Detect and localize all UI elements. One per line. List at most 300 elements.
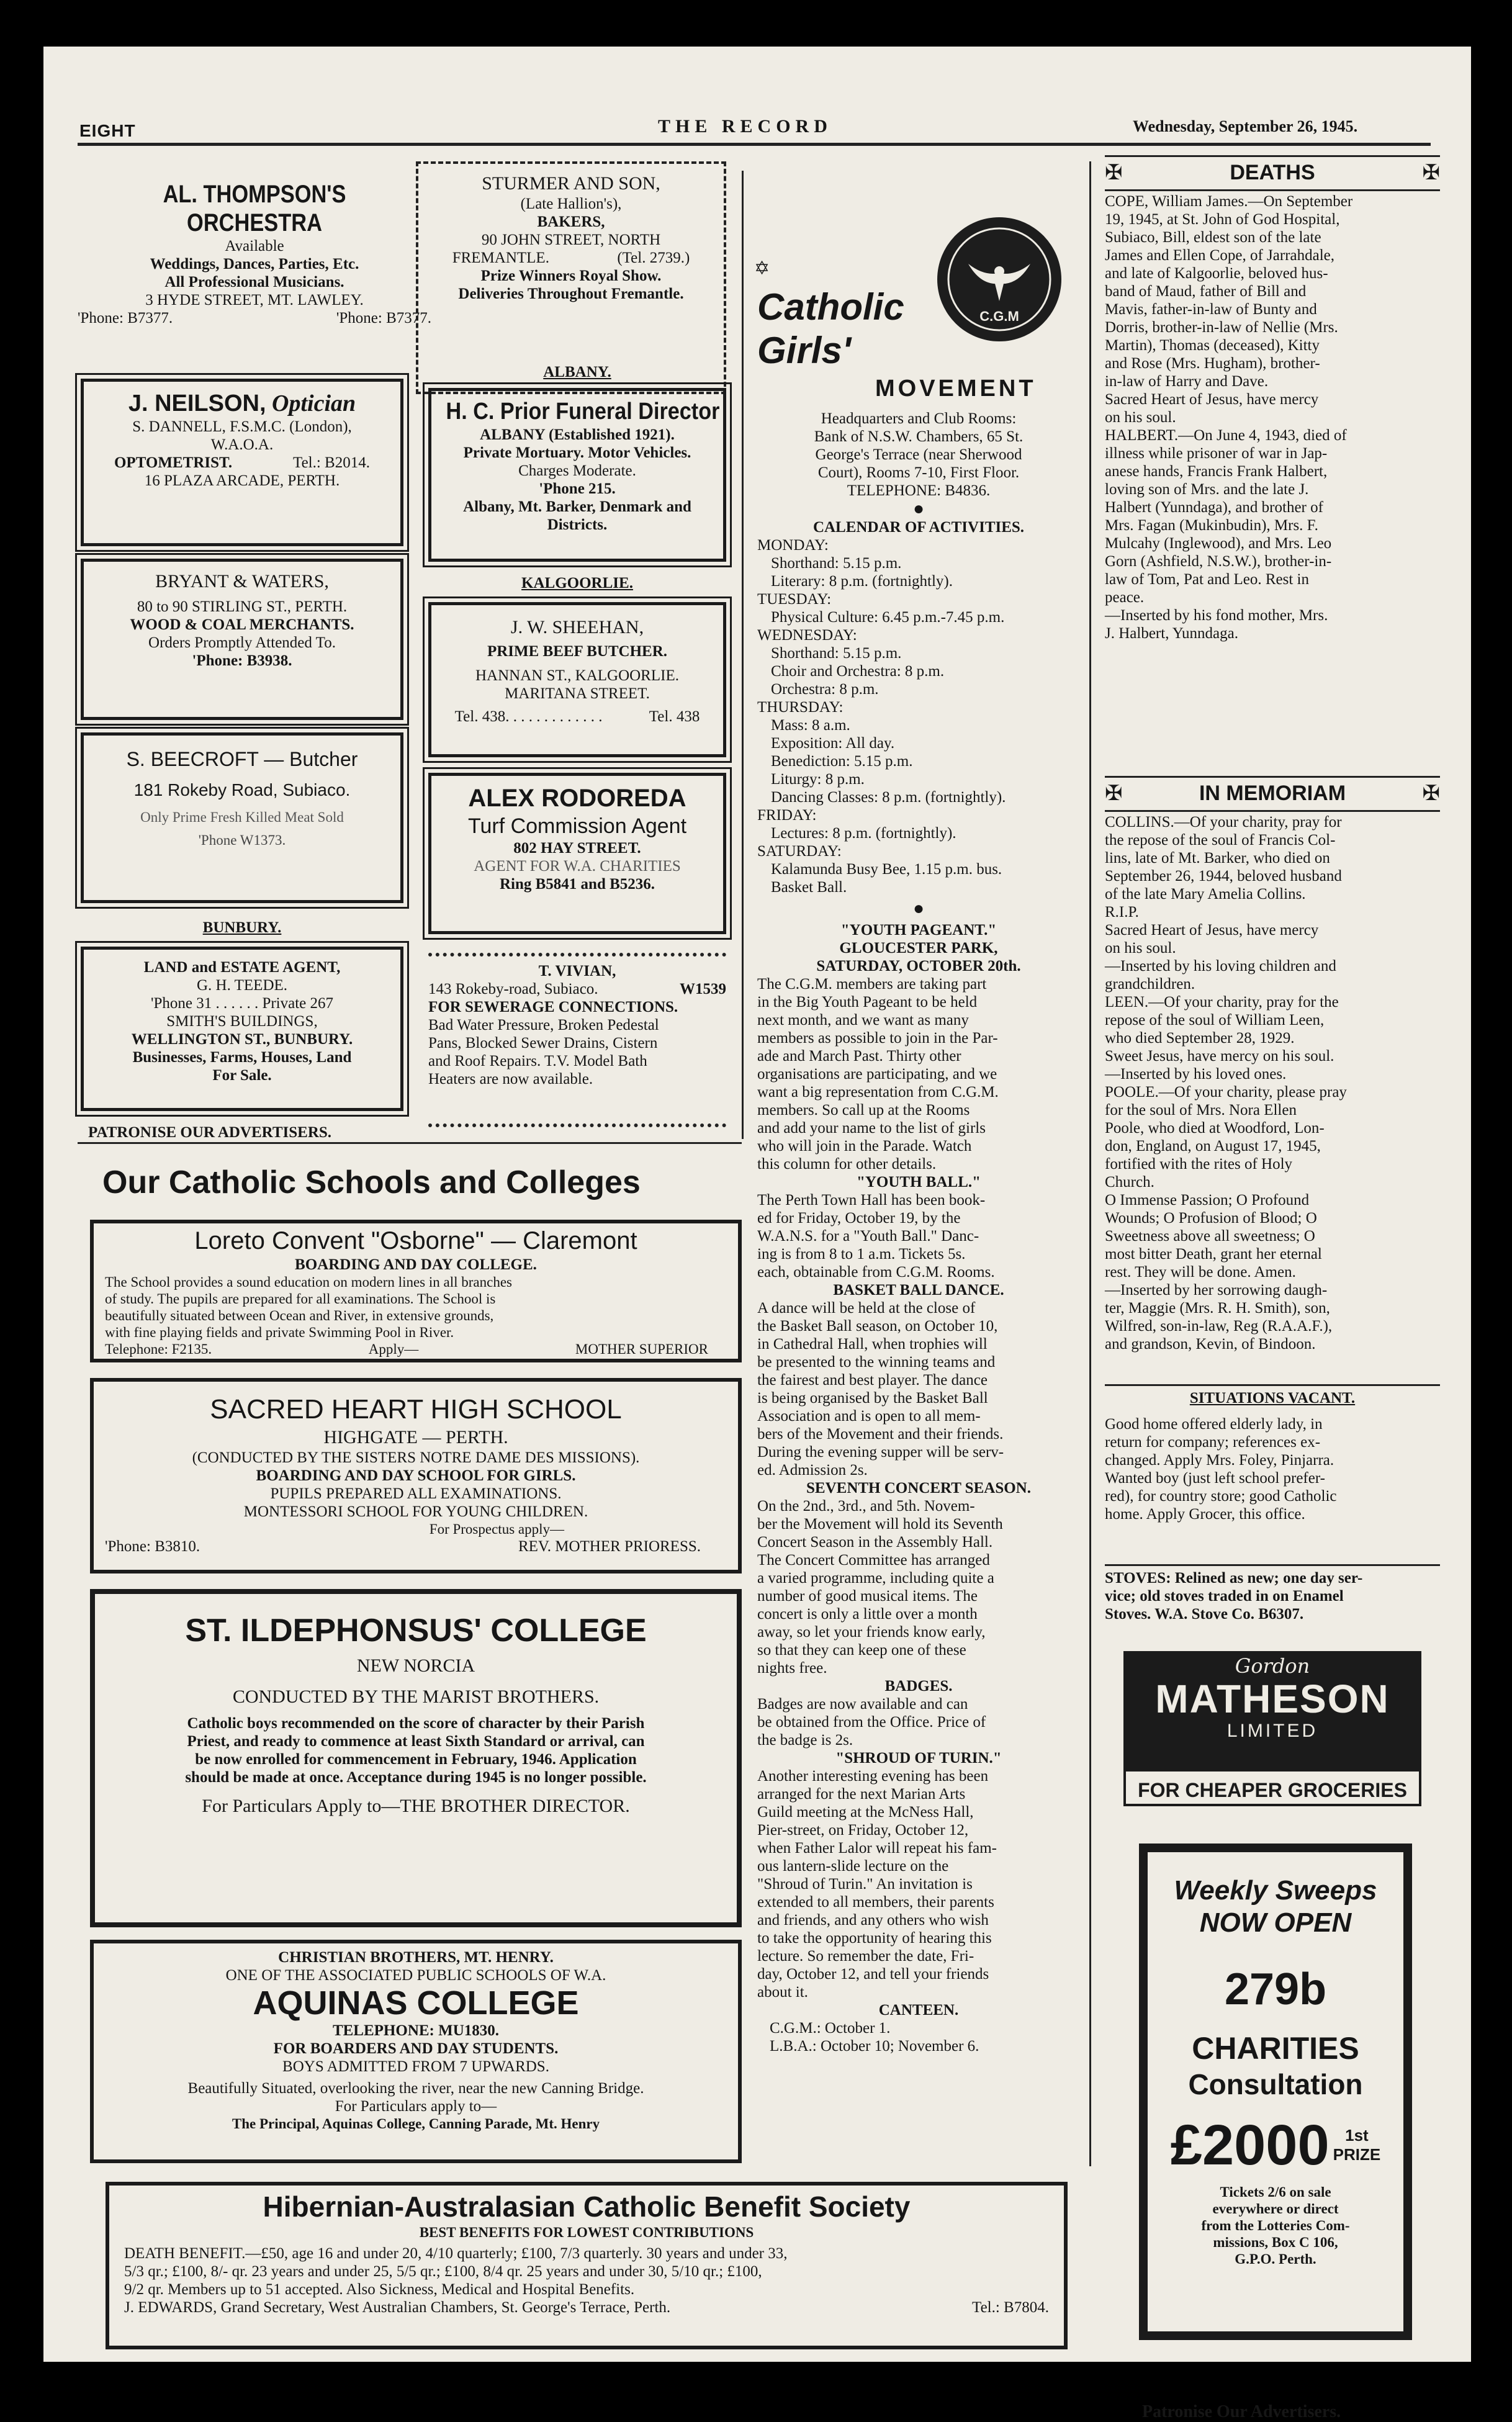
school-line: For Prospectus apply— bbox=[429, 1521, 564, 1537]
school-line: The Principal, Aquinas College, Canning Parade, Mt. Henry bbox=[232, 2116, 600, 2132]
ad-line: Bad Water Pressure, Broken Pedestal bbox=[428, 1017, 659, 1033]
cgm-hq-line: George's Terrace (near Sherwood bbox=[815, 446, 1022, 463]
school-line: The School provides a sound education on modern lines in all branches bbox=[105, 1274, 512, 1290]
deaths-title: DEATHS bbox=[1230, 160, 1315, 184]
ad-line: Deliveries Throughout Fremantle. bbox=[458, 286, 684, 302]
calendar-line: FRIDAY: bbox=[757, 807, 817, 824]
memoriam-line: ter, Maggie (Mrs. R. H. Smith), son, bbox=[1105, 1300, 1330, 1317]
ad-aquinas bbox=[90, 1940, 742, 2163]
rule bbox=[428, 1123, 726, 1131]
cgm-text-line: W.A.N.S. for a "Youth Ball." Danc- bbox=[757, 1228, 979, 1245]
ad-line: Tel.: B2014. bbox=[293, 454, 370, 471]
cgm-text-line: so that they can keep one of these bbox=[757, 1642, 966, 1659]
calendar-line: WEDNESDAY: bbox=[757, 627, 857, 644]
memoriam-line: R.I.P. bbox=[1105, 904, 1139, 921]
ad-bryant bbox=[81, 559, 403, 720]
calendar-line: SATURDAY: bbox=[757, 843, 842, 860]
cgm-logo-text: C.G.M bbox=[979, 308, 1019, 324]
sweeps-fine-line: everywhere or direct bbox=[1212, 2201, 1339, 2217]
memoriam-line: COLLINS.—Of your charity, pray for bbox=[1105, 814, 1342, 831]
cgm-title: Girls' bbox=[757, 330, 851, 371]
society-line: DEATH BENEFIT.—£50, age 16 and under 20, 4/10 quarterly; £100, 7/3 quarterly. 30 years and under 33, bbox=[124, 2245, 788, 2262]
ad-line: 3 HYDE STREET, MT. LAWLEY. bbox=[145, 292, 364, 308]
school-line: CHRISTIAN BROTHERS, MT. HENRY. bbox=[278, 1949, 554, 1966]
cgm-text-line: During the evening supper will be serv- bbox=[757, 1444, 1004, 1461]
cgm-hq-line: TELEPHONE: B4836. bbox=[847, 482, 991, 499]
ad-line: Heaters are now available. bbox=[428, 1071, 593, 1087]
school-line: For Particulars Apply to—THE BROTHER DIRECTOR. bbox=[202, 1796, 630, 1816]
cgm-body bbox=[757, 410, 1080, 2055]
calendar-line: MONDAY: bbox=[757, 537, 829, 554]
society-subtitle: BEST BENEFITS FOR LOWEST CONTRIBUTIONS bbox=[419, 2225, 754, 2240]
society-line: 9/2 qr. Members up to 51 accepted. Also Sickness, Medical and Hospital Benefits. bbox=[124, 2281, 635, 2298]
school-line: For Particulars apply to— bbox=[335, 2098, 497, 2115]
situation-line: return for company; references ex- bbox=[1105, 1434, 1321, 1451]
death-notice-line: HALBERT.—On June 4, 1943, died of bbox=[1105, 427, 1347, 444]
rule bbox=[1105, 1384, 1440, 1386]
ad-vivian bbox=[428, 962, 726, 1088]
situations-title: SITUATIONS VACANT. bbox=[1189, 1390, 1356, 1407]
ad-title: J. NEILSON, bbox=[128, 390, 266, 416]
memoriam-line: POOLE.—Of your charity, please pray bbox=[1105, 1084, 1347, 1101]
ad-neilson bbox=[81, 379, 403, 546]
death-notice-line: Mulcahy (Inglewood), and Mrs. Leo bbox=[1105, 535, 1332, 552]
bullet: ● bbox=[912, 498, 925, 519]
school-line: MONTESSORI SCHOOL FOR YOUNG CHILDREN. bbox=[243, 1503, 588, 1520]
cgm-text-line: each, obtainable from C.G.M. Rooms. bbox=[757, 1264, 995, 1281]
ad-line: BAKERS, bbox=[537, 214, 605, 230]
calendar-line: Choir and Orchestra: 8 p.m. bbox=[771, 663, 945, 680]
school-line: BOYS ADMITTED FROM 7 UPWARDS. bbox=[282, 2058, 549, 2075]
calendar-line: Shorthand: 5.15 p.m. bbox=[771, 555, 902, 572]
rule bbox=[78, 1142, 742, 1144]
ad-line: HANNAN ST., KALGOORLIE. bbox=[475, 667, 679, 684]
memoriam-line: —Inserted by his loving children and bbox=[1105, 958, 1336, 975]
cgm-text-line: the fairest and best player. The dance bbox=[757, 1372, 988, 1389]
cgm-text-line: day, October 12, and tell your friends bbox=[757, 1966, 989, 1983]
ad-line: WELLINGTON ST., BUNBURY. bbox=[131, 1031, 353, 1048]
sweeps-line: CHARITIES bbox=[1192, 2031, 1359, 2066]
sweeps-line: Consultation bbox=[1188, 2068, 1363, 2100]
stoves-line: Stoves. W.A. Stove Co. B6307. bbox=[1105, 1606, 1304, 1623]
ad-line: Tel. 438 bbox=[649, 708, 700, 725]
ad-line: Albany, Mt. Barker, Denmark and bbox=[463, 498, 691, 515]
calendar-line: Liturgy: 8 p.m. bbox=[771, 771, 865, 788]
situation-line: Good home offered elderly lady, in bbox=[1105, 1416, 1323, 1433]
situation-line: red), for country store; good Catholic bbox=[1105, 1488, 1337, 1505]
ad-line: Tel. 438. . . . . . . . . . . . . bbox=[454, 708, 603, 725]
cgm-section-head: CALENDAR OF ACTIVITIES. bbox=[812, 519, 1025, 536]
school-line: TELEPHONE: MU1830. bbox=[332, 2022, 500, 2039]
memoriam-line: —Inserted by his loved ones. bbox=[1105, 1066, 1287, 1083]
sweeps-prize: £2000 bbox=[1170, 2114, 1330, 2177]
cgm-text-line: next month, and we want as many bbox=[757, 1012, 969, 1029]
sweeps-fine-line: from the Lotteries Com- bbox=[1201, 2218, 1350, 2233]
death-notice-line: Gorn (Ashfield, N.S.W.), brother-in- bbox=[1105, 553, 1332, 570]
ad-line: Pans, Blocked Sewer Drains, Cistern bbox=[428, 1035, 658, 1051]
ad-title: H. C. Prior Funeral Director bbox=[446, 398, 720, 425]
newspaper-page bbox=[43, 47, 1471, 2421]
cgm-text-line: extended to all members, their parents bbox=[757, 1894, 994, 1911]
cgm-text-line: lecture. So remember the date, Fri- bbox=[757, 1948, 974, 1965]
death-notice-line: 19, 1945, at St. John of God Hospital, bbox=[1105, 211, 1340, 228]
matheson-script: Gordon bbox=[1235, 1654, 1310, 1678]
ad-phone: 'Phone: B7377. bbox=[336, 310, 431, 326]
deaths-header bbox=[1105, 160, 1440, 185]
ad-line: G. H. TEEDE. bbox=[196, 977, 288, 994]
death-notice-line: anese hands, Francis Frank Halbert, bbox=[1105, 463, 1328, 480]
memoriam-line: Wounds; O Profusion of Blood; O bbox=[1105, 1210, 1317, 1227]
ad-line: 'Phone 31 . . . . . . Private 267 bbox=[150, 995, 334, 1012]
ad-title: ALEX RODOREDA bbox=[468, 785, 686, 812]
ad-teede bbox=[81, 947, 403, 1111]
memoriam-line: O Immense Passion; O Profound bbox=[1105, 1192, 1310, 1209]
death-notice-line: band of Maud, father of Bill and bbox=[1105, 283, 1307, 300]
cgm-text-line: The Concert Committee has arranged bbox=[757, 1552, 990, 1569]
ad-line: ALBANY (Established 1921). bbox=[480, 426, 675, 443]
memoriam-title: IN MEMORIAM bbox=[1199, 781, 1346, 805]
calendar-line: Literary: 8 p.m. (fortnightly). bbox=[771, 573, 953, 590]
ad-line: 143 Rokeby-road, Subiaco. bbox=[428, 981, 598, 997]
cgm-text-line: away, so let your friends know early, bbox=[757, 1624, 986, 1641]
school-line: REV. MOTHER PRIORESS. bbox=[518, 1538, 701, 1555]
cgm-text-line: the badge is 2s. bbox=[757, 1732, 853, 1749]
sweeps-fine-line: missions, Box C 106, bbox=[1213, 2235, 1338, 2250]
cgm-text-line: nights free. bbox=[757, 1660, 827, 1677]
memoriam-line: Sweet Jesus, have mercy on his soul. bbox=[1105, 1048, 1334, 1065]
cgm-movement: MOVEMENT bbox=[875, 376, 1037, 402]
calendar-line: Orchestra: 8 p.m. bbox=[771, 681, 879, 698]
school-title: SACRED HEART HIGH SCHOOL bbox=[210, 1394, 622, 1425]
ad-matheson bbox=[1123, 1651, 1421, 1806]
school-line: ONE OF THE ASSOCIATED PUBLIC SCHOOLS OF W.A. bbox=[225, 1967, 606, 1984]
death-notice-line: illness while prisoner of war in Jap- bbox=[1105, 445, 1328, 462]
school-line: BOARDING AND DAY SCHOOL FOR GIRLS. bbox=[256, 1467, 576, 1484]
sweeps-line: NOW OPEN bbox=[1199, 1907, 1352, 1938]
cgm-section-head: SEVENTH CONCERT SEASON. bbox=[806, 1480, 1031, 1497]
memoriam-header bbox=[1105, 781, 1440, 806]
death-notice-line: Halbert (Yunndaga), and brother of bbox=[1105, 499, 1323, 516]
memoriam-line: Church. bbox=[1105, 1174, 1154, 1191]
memoriam-line: Poole, who died at Woodford, Lon- bbox=[1105, 1120, 1325, 1137]
ad-role: Optician bbox=[272, 390, 356, 416]
cgm-text-line: The Perth Town Hall has been book- bbox=[757, 1192, 986, 1209]
ad-line: FREMANTLE. bbox=[452, 250, 549, 266]
school-title: AQUINAS COLLEGE bbox=[253, 1984, 579, 2022]
cgm-section-head: "YOUTH PAGEANT." bbox=[840, 922, 997, 939]
memoriam-line: most bitter Death, grant her eternal bbox=[1105, 1246, 1322, 1263]
masthead-title: THE RECORD bbox=[658, 116, 832, 137]
ad-line: Private Mortuary. Motor Vehicles. bbox=[463, 444, 691, 461]
school-line: CONDUCTED BY THE MARIST BROTHERS. bbox=[232, 1686, 600, 1707]
cgm-section-head: CANTEEN. bbox=[878, 2002, 959, 2019]
death-notice-line: law of Tom, Pat and Leo. Rest in bbox=[1105, 571, 1309, 588]
matheson-name: MATHESON bbox=[1155, 1677, 1390, 1721]
cross-icon: ✠ bbox=[1422, 161, 1440, 184]
school-line: be now enrolled for commencement in February, 1946. Application bbox=[195, 1751, 637, 1768]
ad-title: S. BEECROFT — Butcher bbox=[126, 748, 358, 770]
school-line: Beautifully Situated, overlooking the river, near the new Canning Bridge. bbox=[187, 2080, 644, 2097]
ad-line: Only Prime Fresh Killed Meat Sold bbox=[140, 809, 344, 825]
ad-line: 'Phone 215. bbox=[539, 480, 616, 497]
memoriam-line: Wilfred, son-in-law, Reg (R.A.A.F.), bbox=[1105, 1318, 1333, 1335]
stoves-line: vice; old stoves traded in on Enamel bbox=[1105, 1588, 1344, 1605]
school-title: ST. ILDEPHONSUS' COLLEGE bbox=[185, 1613, 647, 1649]
ad-line: S. DANNELL, F.S.M.C. (London), bbox=[132, 418, 352, 435]
memoriam-line: on his soul. bbox=[1105, 940, 1176, 957]
calendar-line: TUESDAY: bbox=[757, 591, 832, 608]
death-notice-line: —Inserted by his fond mother, Mrs. bbox=[1105, 607, 1328, 624]
society-title: Hibernian-Australasian Catholic Benefit Society bbox=[263, 2190, 911, 2223]
cgm-text-line: this column for other details. bbox=[757, 1156, 937, 1173]
ad-title: J. W. SHEEHAN, bbox=[510, 617, 644, 637]
school-line: Catholic boys recommended on the score of character by their Parish bbox=[187, 1715, 645, 1732]
cgm-section-head: "YOUTH BALL." bbox=[856, 1174, 981, 1191]
school-line: PUPILS PREPARED ALL EXAMINATIONS. bbox=[270, 1485, 562, 1502]
school-line: of study. The pupils are prepared for all examinations. The School is bbox=[105, 1291, 496, 1307]
ad-line: Turf Commission Agent bbox=[467, 814, 687, 838]
calendar-line: Shorthand: 5.15 p.m. bbox=[771, 645, 902, 662]
memoriam-line: for the soul of Mrs. Nora Ellen bbox=[1105, 1102, 1297, 1119]
cgm-text-line: and friends, and any others who wish bbox=[757, 1912, 989, 1929]
sweeps-prize-label: 1st bbox=[1345, 2126, 1369, 2145]
ad-line: All Professional Musicians. bbox=[164, 274, 344, 290]
ad-sturmer bbox=[416, 161, 726, 394]
cgm-text-line: ed for Friday, October 19, by the bbox=[757, 1210, 961, 1227]
cgm-text-line: ing is from 8 to 1 a.m. Tickets 5s. bbox=[757, 1246, 966, 1263]
sweeps-line: Weekly Sweeps bbox=[1174, 1875, 1377, 1906]
cgm-hq-line: Court), Rooms 7-10, First Floor. bbox=[817, 464, 1020, 481]
ad-line: 16 PLAZA ARCADE, PERTH. bbox=[144, 472, 340, 489]
death-notice-line: Mrs. Fagan (Mukinbudin), Mrs. F. bbox=[1105, 517, 1318, 534]
sweeps-number: 279b bbox=[1224, 1965, 1327, 2014]
ad-sacred-heart bbox=[90, 1378, 742, 1573]
cgm-text-line: "Shroud of Turin." An invitation is bbox=[757, 1876, 973, 1893]
death-notice-line: J. Halbert, Yunndaga. bbox=[1105, 625, 1238, 642]
cgm-text-line: ed. Admission 2s. bbox=[757, 1462, 868, 1479]
schools-heading: Our Catholic Schools and Colleges bbox=[102, 1164, 641, 1200]
rule bbox=[1105, 776, 1440, 778]
ad-line: Available bbox=[225, 238, 284, 254]
ad-line: (Late Hallion's), bbox=[520, 196, 622, 212]
school-line: MOTHER SUPERIOR bbox=[575, 1341, 708, 1357]
column-rule bbox=[1089, 161, 1091, 2166]
ad-phone: 'Phone: B7377. bbox=[78, 310, 173, 326]
ad-line: FOR SEWERAGE CONNECTIONS. bbox=[428, 999, 678, 1015]
ad-line: OPTOMETRIST. bbox=[114, 454, 233, 471]
death-notice-line: peace. bbox=[1105, 589, 1145, 606]
memoriam-line: the repose of the soul of Francis Col- bbox=[1105, 832, 1336, 849]
calendar-line: Dancing Classes: 8 p.m. (fortnightly). bbox=[771, 789, 1006, 806]
school-phone: Telephone: F2135. bbox=[105, 1341, 212, 1357]
ad-line: Charges Moderate. bbox=[518, 462, 636, 479]
ad-sweeps bbox=[1139, 1844, 1412, 2340]
cgm-text-line: members as possible to join in the Par- bbox=[757, 1030, 998, 1047]
ad-line: PRIME BEEF BUTCHER. bbox=[487, 643, 668, 660]
memoriam-line: grandchildren. bbox=[1105, 976, 1195, 993]
ad-line: WOOD & COAL MERCHANTS. bbox=[130, 616, 354, 633]
ad-line: Districts. bbox=[547, 516, 608, 533]
ad-hibernian bbox=[106, 2182, 1068, 2349]
ad-line: Weddings, Dances, Parties, Etc. bbox=[150, 256, 359, 272]
rule bbox=[1105, 155, 1440, 157]
cgm-logo bbox=[934, 214, 1064, 344]
cgm-section-head: SATURDAY, OCTOBER 20th. bbox=[816, 958, 1021, 975]
patronise-right: Patronise Our Advertisers. bbox=[1142, 2402, 1341, 2421]
school-phone: 'Phone: B3810. bbox=[105, 1538, 200, 1555]
cgm-text-line: arranged for the next Marian Arts bbox=[757, 1786, 966, 1803]
cgm-text-line: concert is only a little over a month bbox=[757, 1606, 978, 1623]
cgm-text-line: who will join in the Parade. Watch bbox=[757, 1138, 972, 1155]
death-notice-line: COPE, William James.—On September bbox=[1105, 193, 1353, 210]
sweeps-fine-line: Tickets 2/6 on sale bbox=[1220, 2184, 1331, 2200]
cgm-text-line: about it. bbox=[757, 1984, 808, 2001]
cgm-text-line: in the Big Youth Pageant to be held bbox=[757, 994, 978, 1011]
cgm-text-line: members. So call up at the Rooms bbox=[757, 1102, 970, 1119]
ad-line: (Tel. 2739.) bbox=[617, 250, 690, 266]
ad-line: Prize Winners Royal Show. bbox=[480, 268, 662, 284]
memoriam-line: and grandson, Kevin, of Bindoon. bbox=[1105, 1336, 1316, 1353]
cgm-text-line: Association and is open to all mem- bbox=[757, 1408, 981, 1425]
school-title: Loreto Convent "Osborne" — Claremont bbox=[194, 1227, 637, 1254]
memoriam-line: Sacred Heart of Jesus, have mercy bbox=[1105, 922, 1319, 939]
calendar-line: Benediction: 5.15 p.m. bbox=[771, 753, 913, 770]
cgm-text-line: On the 2nd., 3rd., and 5th. Novem- bbox=[757, 1498, 975, 1515]
ad-line: 90 JOHN STREET, NORTH bbox=[481, 232, 661, 248]
cgm-text-line: ous lantern-slide lecture on the bbox=[757, 1858, 949, 1875]
ad-line: and Roof Repairs. T.V. Model Bath bbox=[428, 1053, 647, 1069]
ad-prior bbox=[428, 388, 726, 562]
rule bbox=[1105, 810, 1440, 812]
page-number: EIGHT bbox=[79, 121, 136, 140]
ad-line: Ring B5841 and B5236. bbox=[499, 876, 655, 893]
column-rule bbox=[742, 171, 744, 1139]
ad-loreto bbox=[90, 1220, 742, 1362]
ad-thompson bbox=[71, 180, 438, 327]
death-notice-line: James and Ellen Cope, of Jarrahdale, bbox=[1105, 247, 1335, 264]
ad-beecroft bbox=[81, 732, 403, 903]
ad-line: 802 HAY STREET. bbox=[513, 840, 641, 857]
cgm-text-line: The C.G.M. members are taking part bbox=[757, 976, 987, 993]
section-kalgoorlie: KALGOORLIE. bbox=[521, 575, 633, 592]
death-notice-line: on his soul. bbox=[1105, 409, 1176, 426]
cgm-text-line: Concert Season in the Assembly Hall. bbox=[757, 1534, 993, 1551]
death-notice-line: Dorris, brother-in-law of Nellie (Mrs. bbox=[1105, 319, 1338, 336]
cgm-text-line: organisations are participating, and we bbox=[757, 1066, 997, 1083]
ad-rodoreda bbox=[428, 773, 726, 934]
school-line: FOR BOARDERS AND DAY STUDENTS. bbox=[273, 2040, 559, 2057]
memoriam-line: fortified with the rites of Holy bbox=[1105, 1156, 1293, 1173]
situation-line: changed. Apply Mrs. Foley, Pinjarra. bbox=[1105, 1452, 1334, 1469]
cgm-text-line: in Cathedral Hall, when trophies will bbox=[757, 1336, 988, 1353]
matheson-limited: LIMITED bbox=[1226, 1721, 1318, 1741]
cgm-text-line: ade and March Past. Thirty other bbox=[757, 1048, 961, 1065]
ad-title: BRYANT & WATERS, bbox=[155, 571, 329, 592]
cgm-text-line: a varied programme, including quite a bbox=[757, 1570, 994, 1587]
rule bbox=[428, 953, 726, 960]
calendar-line: Basket Ball. bbox=[771, 879, 847, 896]
school-line: should be made at once. Acceptance during 1945 is no longer possible. bbox=[185, 1769, 647, 1786]
ad-line: 80 to 90 STIRLING ST., PERTH. bbox=[137, 598, 348, 615]
calendar-line: Lectures: 8 p.m. (fortnightly). bbox=[771, 825, 956, 842]
situation-line: home. Apply Grocer, this office. bbox=[1105, 1506, 1305, 1523]
cgm-section-head: BADGES. bbox=[884, 1678, 953, 1695]
calendar-line: Kalamunda Busy Bee, 1.15 p.m. bus. bbox=[771, 861, 1002, 878]
memoriam-line: of the late Mary Amelia Collins. bbox=[1105, 886, 1306, 903]
cgm-text-line: and add your name to the list of girls bbox=[757, 1120, 986, 1137]
star-icon: ✡ bbox=[754, 258, 770, 279]
death-notice-line: Sacred Heart of Jesus, have mercy bbox=[1105, 391, 1319, 408]
ad-title: STURMER AND SON, bbox=[482, 173, 660, 194]
cgm-section-head: GLOUCESTER PARK, bbox=[839, 940, 998, 957]
ad-title: T. VIVIAN, bbox=[538, 963, 616, 979]
bullet: ● bbox=[912, 898, 925, 919]
death-notice-line: Subiaco, Bill, eldest son of the late bbox=[1105, 229, 1321, 246]
calendar-line: Mass: 8 a.m. bbox=[771, 717, 850, 734]
memoriam-line: who died September 28, 1929. bbox=[1105, 1030, 1295, 1047]
ad-ildephonsus bbox=[90, 1589, 742, 1927]
section-bunbury: BUNBURY. bbox=[202, 919, 282, 936]
school-line: (CONDUCTED BY THE SISTERS NOTRE DAME DES MISSIONS). bbox=[192, 1449, 640, 1466]
death-notice-line: Martin), Thomas (deceased), Kitty bbox=[1105, 337, 1320, 354]
ad-line: LAND and ESTATE AGENT, bbox=[143, 959, 341, 976]
society-line: 5/3 qr.; £100, 8/- qr. 23 years and under 25, 5/5 qr.; £100, 8/4 qr. 25 years and under 30, 5/10 qr.; £100, bbox=[124, 2263, 762, 2280]
death-notice-line: Mavis, father-in-law of Bunty and bbox=[1105, 301, 1317, 318]
school-line: Apply— bbox=[368, 1341, 419, 1357]
ad-line: Businesses, Farms, Houses, Land bbox=[132, 1049, 352, 1066]
section-albany: ALBANY. bbox=[543, 364, 611, 380]
ad-line: MARITANA STREET. bbox=[505, 685, 650, 702]
ad-line: W1539 bbox=[680, 981, 726, 997]
cgm-hq-line: Bank of N.S.W. Chambers, 65 St. bbox=[814, 428, 1024, 445]
school-line: HIGHGATE — PERTH. bbox=[323, 1427, 508, 1447]
death-notice-line: in-law of Harry and Dave. bbox=[1105, 373, 1269, 390]
ad-line: AGENT FOR W.A. CHARITIES bbox=[474, 858, 681, 875]
masthead-rule bbox=[78, 143, 1431, 146]
memoriam-line: don, England, on August 17, 1945, bbox=[1105, 1138, 1321, 1155]
rule bbox=[1105, 189, 1440, 191]
cgm-text-line: A dance will be held at the close of bbox=[757, 1300, 976, 1317]
cgm-text-line: Another interesting evening has been bbox=[757, 1768, 989, 1785]
cgm-text-line: number of good musical items. The bbox=[757, 1588, 978, 1605]
cross-icon: ✠ bbox=[1105, 782, 1123, 805]
school-line: NEW NORCIA bbox=[356, 1655, 475, 1676]
matheson-tag: FOR CHEAPER GROCERIES bbox=[1123, 1769, 1421, 1806]
cgm-text-line: want a big representation from C.G.M. bbox=[757, 1084, 999, 1101]
ad-line: SMITH'S BUILDINGS, bbox=[166, 1013, 318, 1030]
school-line: beautifully situated between Ocean and River, in extensive grounds, bbox=[105, 1308, 494, 1323]
patronise-left: PATRONISE OUR ADVERTISERS. bbox=[88, 1124, 332, 1141]
cross-icon: ✠ bbox=[1105, 161, 1123, 184]
society-phone: Tel.: B7804. bbox=[972, 2299, 1049, 2316]
society-line: J. EDWARDS, Grand Secretary, West Australian Chambers, St. George's Terrace, Perth. bbox=[124, 2299, 671, 2316]
cgm-text-line: when Father Lalor will repeat his fam- bbox=[757, 1840, 997, 1857]
cgm-text-line: be obtained from the Office. Price of bbox=[757, 1714, 986, 1731]
school-line: with fine playing fields and private Swimming Pool in River. bbox=[105, 1325, 454, 1340]
cgm-text-line: Pier-street, on Friday, October 12, bbox=[757, 1822, 969, 1839]
ad-sheehan bbox=[428, 602, 726, 757]
ad-title: AL. THOMPSON'S ORCHESTRA bbox=[163, 181, 346, 236]
ad-line: 'Phone W1373. bbox=[198, 832, 286, 848]
memoriam-line: —Inserted by her sorrowing daugh- bbox=[1105, 1282, 1328, 1299]
ad-line: For Sale. bbox=[212, 1067, 272, 1084]
cgm-text-line: C.G.M.: October 1. bbox=[770, 2020, 891, 2037]
cgm-section-head: "SHROUD OF TURIN." bbox=[835, 1750, 1002, 1767]
masthead-date: Wednesday, September 26, 1945. bbox=[1133, 117, 1358, 135]
cgm-text-line: Badges are now available and can bbox=[757, 1696, 968, 1713]
sweeps-fine-line: G.P.O. Perth. bbox=[1235, 2251, 1316, 2267]
memoriam-line: rest. They will be done. Amen. bbox=[1105, 1264, 1296, 1281]
